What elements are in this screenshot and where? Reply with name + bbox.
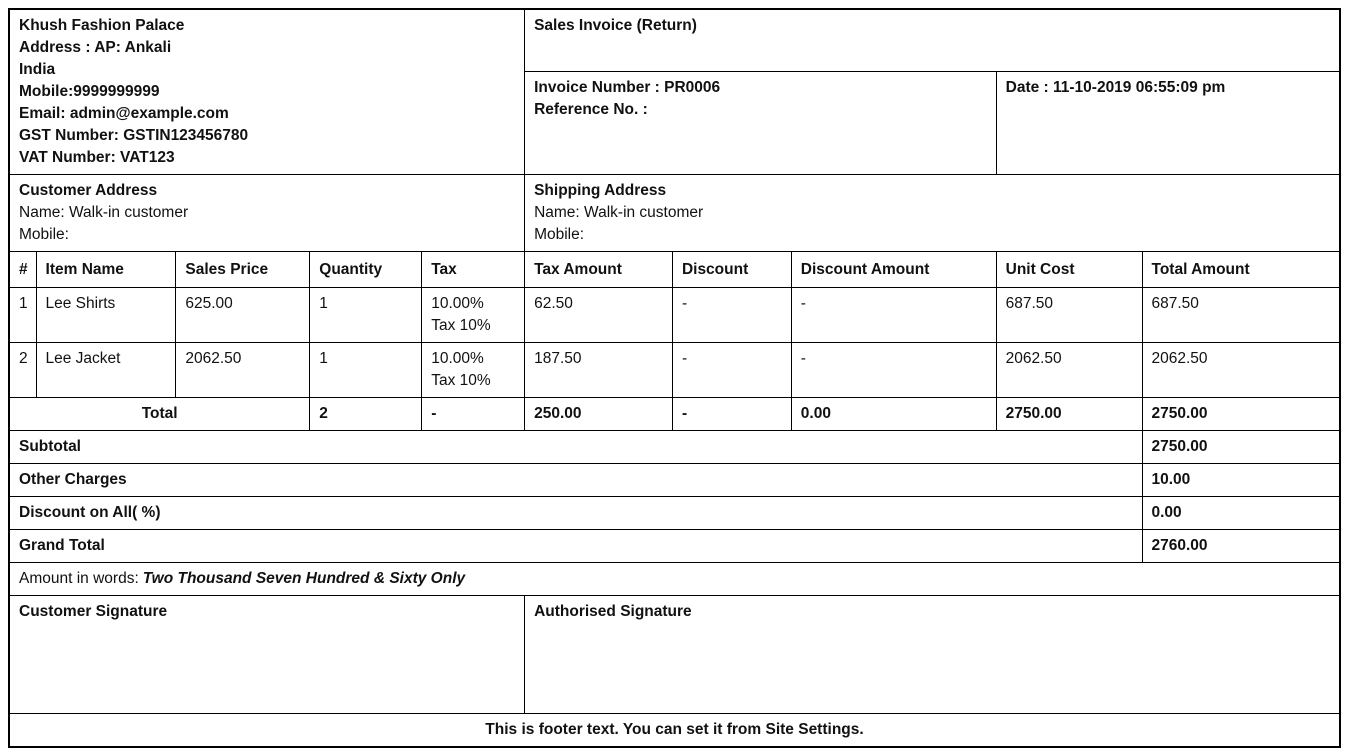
item-unit-cost: 687.50 bbox=[996, 288, 1142, 343]
discount-on-all-label: Discount on All( %) bbox=[9, 497, 1142, 530]
item-quantity: 1 bbox=[310, 343, 422, 398]
company-address-line1: Address : AP: Ankali bbox=[19, 39, 172, 56]
subtotal-value: 2750.00 bbox=[1142, 431, 1340, 464]
total-tax: - bbox=[422, 398, 525, 431]
sales-invoice-document bbox=[8, 8, 1341, 748]
item-total-amount: 2062.50 bbox=[1142, 343, 1340, 398]
item-name: Lee Shirts bbox=[36, 288, 176, 343]
company-email: Email: admin@example.com bbox=[19, 105, 229, 122]
company-info-cell bbox=[9, 9, 525, 175]
address-row bbox=[9, 175, 1340, 252]
item-sales-price: 625.00 bbox=[176, 288, 310, 343]
invoice-number-cell bbox=[525, 71, 997, 174]
item-sn: 2 bbox=[9, 343, 36, 398]
items-header-row bbox=[9, 252, 1340, 288]
column-header-item-name: Item Name bbox=[36, 252, 176, 288]
summary-row-other-charges bbox=[9, 464, 1340, 497]
item-discount-amount: - bbox=[791, 343, 996, 398]
total-unit-cost: 2750.00 bbox=[996, 398, 1142, 431]
company-name: Khush Fashion Palace bbox=[19, 17, 185, 34]
shipping-address-cell bbox=[525, 175, 1340, 252]
column-header-sn: # bbox=[9, 252, 36, 288]
item-tax-name: Tax 10% bbox=[431, 317, 491, 334]
customer-signature-cell: Customer Signature bbox=[9, 596, 525, 714]
invoice-title: Sales Invoice (Return) bbox=[525, 9, 1340, 71]
amount-in-words-label: Amount in words: bbox=[19, 570, 139, 587]
shipping-name: Name: Walk-in customer bbox=[534, 204, 704, 221]
summary-row-subtotal bbox=[9, 431, 1340, 464]
item-discount: - bbox=[672, 288, 791, 343]
item-name: Lee Jacket bbox=[36, 343, 176, 398]
company-gst-number: GST Number: GSTIN123456780 bbox=[19, 127, 249, 144]
grand-total-label: Grand Total bbox=[9, 530, 1142, 563]
item-tax-rate: 10.00% bbox=[431, 350, 484, 367]
header-row bbox=[9, 9, 1340, 71]
amount-in-words-row bbox=[9, 563, 1340, 596]
table-row bbox=[9, 288, 1340, 343]
item-sn: 1 bbox=[9, 288, 36, 343]
table-row bbox=[9, 343, 1340, 398]
column-header-unit-cost: Unit Cost bbox=[996, 252, 1142, 288]
total-discount: - bbox=[672, 398, 791, 431]
item-sales-price: 2062.50 bbox=[176, 343, 310, 398]
summary-row-discount-on-all bbox=[9, 497, 1340, 530]
footer-text: This is footer text. You can set it from Site Settings. bbox=[9, 714, 1340, 748]
total-total-amount: 2750.00 bbox=[1142, 398, 1340, 431]
other-charges-value: 10.00 bbox=[1142, 464, 1340, 497]
discount-on-all-value: 0.00 bbox=[1142, 497, 1340, 530]
column-header-tax: Tax bbox=[422, 252, 525, 288]
item-tax bbox=[422, 288, 525, 343]
invoice-number: Invoice Number : PR0006 bbox=[534, 78, 721, 96]
company-address-line2: India bbox=[19, 61, 56, 78]
total-discount-amount: 0.00 bbox=[791, 398, 996, 431]
item-tax bbox=[422, 343, 525, 398]
column-header-discount: Discount bbox=[672, 252, 791, 288]
column-header-discount-amount: Discount Amount bbox=[791, 252, 996, 288]
reference-number: Reference No. : bbox=[534, 100, 648, 118]
subtotal-label: Subtotal bbox=[9, 431, 1142, 464]
amount-in-words-value: Two Thousand Seven Hundred & Sixty Only bbox=[142, 570, 466, 587]
column-header-quantity: Quantity bbox=[310, 252, 422, 288]
customer-mobile: Mobile: bbox=[19, 226, 69, 243]
customer-address-cell bbox=[9, 175, 525, 252]
invoice-date: Date : 11-10-2019 06:55:09 pm bbox=[996, 71, 1340, 174]
amount-in-words-cell bbox=[9, 563, 1340, 596]
customer-address-heading: Customer Address bbox=[19, 182, 158, 199]
company-mobile: Mobile:9999999999 bbox=[19, 83, 160, 100]
total-tax-amount: 250.00 bbox=[525, 398, 673, 431]
customer-name: Name: Walk-in customer bbox=[19, 204, 189, 221]
column-header-total-amount: Total Amount bbox=[1142, 252, 1340, 288]
column-header-sales-price: Sales Price bbox=[176, 252, 310, 288]
authorised-signature-cell: Authorised Signature bbox=[525, 596, 1340, 714]
item-discount-amount: - bbox=[791, 288, 996, 343]
company-vat-number: VAT Number: VAT123 bbox=[19, 149, 175, 166]
item-quantity: 1 bbox=[310, 288, 422, 343]
item-total-amount: 687.50 bbox=[1142, 288, 1340, 343]
total-quantity: 2 bbox=[310, 398, 422, 431]
summary-row-grand-total bbox=[9, 530, 1340, 563]
shipping-address-heading: Shipping Address bbox=[534, 182, 667, 199]
item-discount: - bbox=[672, 343, 791, 398]
signature-row bbox=[9, 596, 1340, 714]
item-tax-amount: 187.50 bbox=[525, 343, 673, 398]
item-unit-cost: 2062.50 bbox=[996, 343, 1142, 398]
shipping-mobile: Mobile: bbox=[534, 226, 585, 243]
item-tax-amount: 62.50 bbox=[525, 288, 673, 343]
footer-row bbox=[9, 714, 1340, 748]
grand-total-value: 2760.00 bbox=[1142, 530, 1340, 563]
other-charges-label: Other Charges bbox=[9, 464, 1142, 497]
total-label: Total bbox=[9, 398, 310, 431]
item-tax-name: Tax 10% bbox=[431, 372, 491, 389]
items-total-row bbox=[9, 398, 1340, 431]
column-header-tax-amount: Tax Amount bbox=[525, 252, 673, 288]
item-tax-rate: 10.00% bbox=[431, 295, 484, 312]
